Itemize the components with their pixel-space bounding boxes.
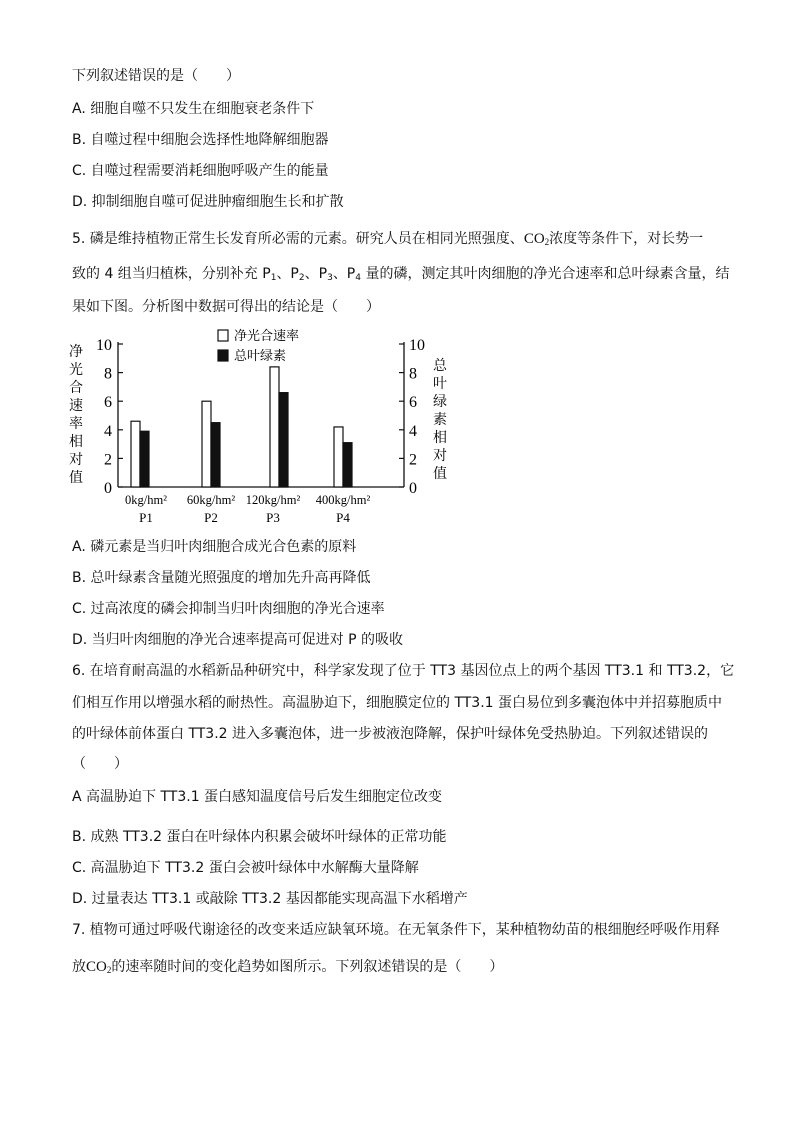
bar-net-photosynthesis: [334, 427, 343, 487]
legend-label: 净光合速率: [234, 328, 300, 343]
x-tick-label: 120kg/hm²: [245, 493, 301, 507]
right-axis-label: [433, 358, 448, 482]
left-axis-label-char: 合: [69, 381, 83, 396]
x-tick-sublabel: P2: [204, 510, 218, 525]
q6-option-b: B. 成熟 TT3.2 蛋白在叶绿体内积累会破坏叶绿体的正常功能: [72, 829, 447, 845]
left-ticks: [96, 337, 123, 497]
left-axis-label-char: 相: [69, 435, 83, 450]
right-tick-label: 0: [409, 480, 417, 497]
x-tick-sublabel: P4: [336, 510, 350, 525]
right-tick-label: 10: [409, 337, 425, 354]
bar-net-photosynthesis: [131, 421, 140, 487]
left-tick-label: 10: [96, 337, 112, 354]
right-ticks: [399, 337, 425, 497]
left-axis-label-char: 速: [69, 399, 83, 414]
chart-axes: [118, 342, 404, 487]
co2-formula: $CO_2$: [523, 231, 550, 247]
bar-net-photosynthesis: [270, 367, 279, 487]
legend-swatch: [218, 350, 228, 361]
right-axis-label-char: 绿: [433, 395, 447, 410]
right-tick-label: 8: [409, 365, 417, 383]
bar-chlorophyll: [211, 423, 220, 487]
q4-option-b: B. 自噬过程中细胞会选择性地降解细胞器: [72, 132, 329, 148]
q5-option-a: A. 磷元素是当归叶肉细胞合成光合色素的原料: [72, 539, 357, 555]
right-tick-label: 6: [409, 394, 417, 412]
q7-stem-line1: 7. 植物可通过呼吸代谢途径的改变来适应缺氧环境。在无氧条件下，某种植物幼苗的根细胞经呼吸作用释: [72, 922, 720, 938]
q4-stem: 下列叙述错误的是（ ）: [72, 68, 240, 84]
x-tick-labels: [125, 493, 370, 525]
left-tick-label: 8: [104, 365, 112, 383]
q4-option-d: D. 抑制细胞自噬可促进肿瘤细胞生长和扩散: [72, 194, 344, 210]
q6-option-a: A 高温胁迫下 TT3.1 蛋白感知温度信号后发生细胞定位改变: [72, 789, 443, 805]
right-tick-label: 4: [409, 422, 417, 440]
bar-chlorophyll: [140, 431, 149, 487]
x-tick-sublabel: P1: [139, 510, 153, 525]
q6-stem-line1: 6. 在培育耐高温的水稻新品种研究中，科学家发现了位于 TT3 基因位点上的两个基因 TT3.1 和 TT3.2，它: [72, 663, 735, 679]
phosphorus-bar-chart: [64, 324, 484, 526]
x-tick-label: 0kg/hm²: [125, 493, 167, 507]
q5-option-c: C. 过高浓度的磷会抑制当归叶肉细胞的净光合速率: [72, 601, 385, 617]
right-axis-label-char: 值: [433, 467, 447, 482]
bar-chlorophyll: [343, 443, 352, 487]
q4-option-c: C. 自噬过程需要消耗细胞呼吸产生的能量: [72, 163, 329, 179]
bars: [131, 367, 352, 487]
left-axis-label-char: 光: [69, 363, 83, 378]
q5-option-b: B. 总叶绿素含量随光照强度的增加先升高再降低: [72, 570, 371, 586]
q6-stem-line3: 的叶绿体前体蛋白 TT3.2 进入多囊泡体，进一步被液泡降解，保护叶绿体免受热胁迫。下列叙述错误的: [72, 726, 709, 742]
q5-stem-line1: 5. 磷是维持植物正常生长发育所必需的元素。研究人员在相同光照强度、$CO_2$浓度等条件下，对长势一: [72, 231, 704, 247]
left-tick-label: 6: [104, 394, 112, 412]
left-axis-label-char: 率: [69, 417, 83, 432]
left-tick-label: 2: [104, 451, 112, 469]
bar-chlorophyll: [279, 393, 288, 487]
right-axis-label-char: 素: [433, 413, 447, 428]
left-tick-label: 4: [104, 422, 112, 440]
co2-formula: $CO_2$: [86, 959, 112, 975]
left-tick-label: 0: [104, 480, 112, 497]
q5-option-d: D. 当归叶肉细胞的净光合速率提高可促进对 P 的吸收: [72, 632, 404, 648]
x-tick-label: 400kg/hm²: [315, 493, 371, 507]
right-axis-label-char: 相: [433, 431, 447, 446]
q6-stem-line4: （ ）: [72, 756, 128, 772]
left-axis-label-char: 值: [69, 471, 83, 486]
q6-option-d: D. 过量表达 TT3.1 或敲除 TT3.2 基因都能实现高温下水稻增产: [72, 891, 468, 907]
right-axis-label-char: 总: [433, 359, 447, 374]
x-tick-label: 60kg/hm²: [186, 493, 236, 507]
q5-stem-line2: 致的 4 组当归植株，分别补充 $P_1$、$P_2$、$P_3$、$P_4$ 量的磷，测定其叶肉细胞的净光合速率和总叶绿素含量，结: [72, 266, 730, 283]
x-tick-sublabel: P3: [266, 510, 280, 525]
bar-net-photosynthesis: [202, 401, 211, 487]
right-axis-label-char: 对: [433, 449, 447, 464]
left-axis-label-char: 对: [69, 453, 83, 468]
legend-label: 总叶绿素: [234, 348, 287, 363]
left-axis-label-char: 净: [69, 345, 83, 360]
left-axis-label: [69, 344, 83, 486]
legend: [218, 328, 299, 363]
q7-stem-line2: 放$CO_2$的速率随时间的变化趋势如图所示。下列叙述错误的是（ ）: [72, 959, 504, 975]
q5-stem-line3: 果如下图。分析图中数据可得出的结论是（ ）: [72, 299, 380, 315]
q4-option-a: A. 细胞自噬不只发生在细胞衰老条件下: [72, 101, 315, 117]
q6-stem-line2: 们相互作用以增强水稻的耐热性。高温胁迫下，细胞膜定位的 TT3.1 蛋白易位到多囊泡体中并招募胞质中: [72, 695, 723, 711]
q6-option-c: C. 高温胁迫下 TT3.2 蛋白会被叶绿体中水解酶大量降解: [72, 860, 419, 876]
legend-swatch: [218, 330, 228, 341]
right-axis-label-char: 叶: [433, 377, 447, 392]
right-tick-label: 2: [409, 451, 417, 469]
